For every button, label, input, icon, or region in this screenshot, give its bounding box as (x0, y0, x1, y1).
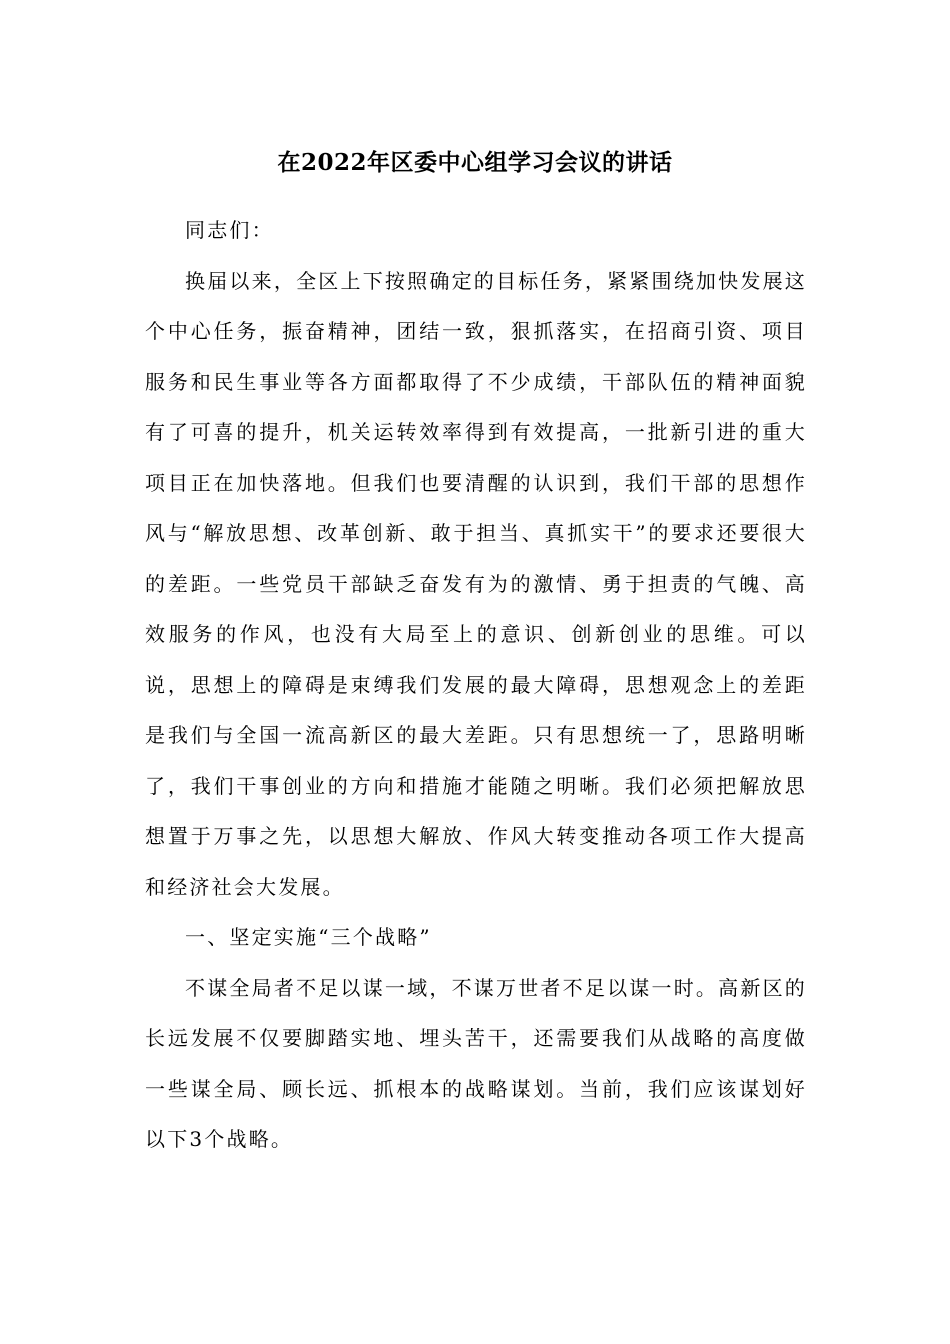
document-body (145, 205, 807, 1165)
section-heading: 一、坚定实施“三个战略” (185, 925, 432, 949)
salutation-paragraph: 同志们： (185, 218, 274, 242)
intro-paragraph: 换届以来，全区上下按照确定的目标任务，紧紧围绕加快发展这个中心任务，振奋精神，团结一致，狠抓落实，在招商引资、项目服务和民生事业等各方面都取得了不少成绩，干部队伍的精神面貌有了可喜的提升，机关运转效率得到有效提高，一批新引进的重大项目正在加快落地。但我们也要清醒的认识到，我们干部的思想作风与“解放思想、改革创新、敢于担当、真抓实干”的要求还要很大的差距。一些党员干部缺乏奋发有为的激情、勇于担责的气魄、高效服务的作风，也没有大局至上的意识、创新创业的思维。可以说，思想上的障碍是束缚我们发展的最大障碍，思想观念上的差距是我们与全国一流高新区的最大差距。只有思想统一了，思路明晰了，我们干事创业的方向和措施才能随之明晰。我们必须把解放思想置于万事之先，以思想大解放、作风大转变推动各项工作大提高和经济社会大发展。 (145, 268, 807, 899)
section-paragraph: 不谋全局者不足以谋一域，不谋万世者不足以谋一时。高新区的长远发展不仅要脚踏实地、埋头苦干，还需要我们从战略的高度做一些谋全局、顾长远、抓根本的战略谋划。当前，我们应该谋划好以下3个战略。 (145, 975, 807, 1151)
document-title: 在2022年区委中心组学习会议的讲话 (277, 149, 673, 176)
